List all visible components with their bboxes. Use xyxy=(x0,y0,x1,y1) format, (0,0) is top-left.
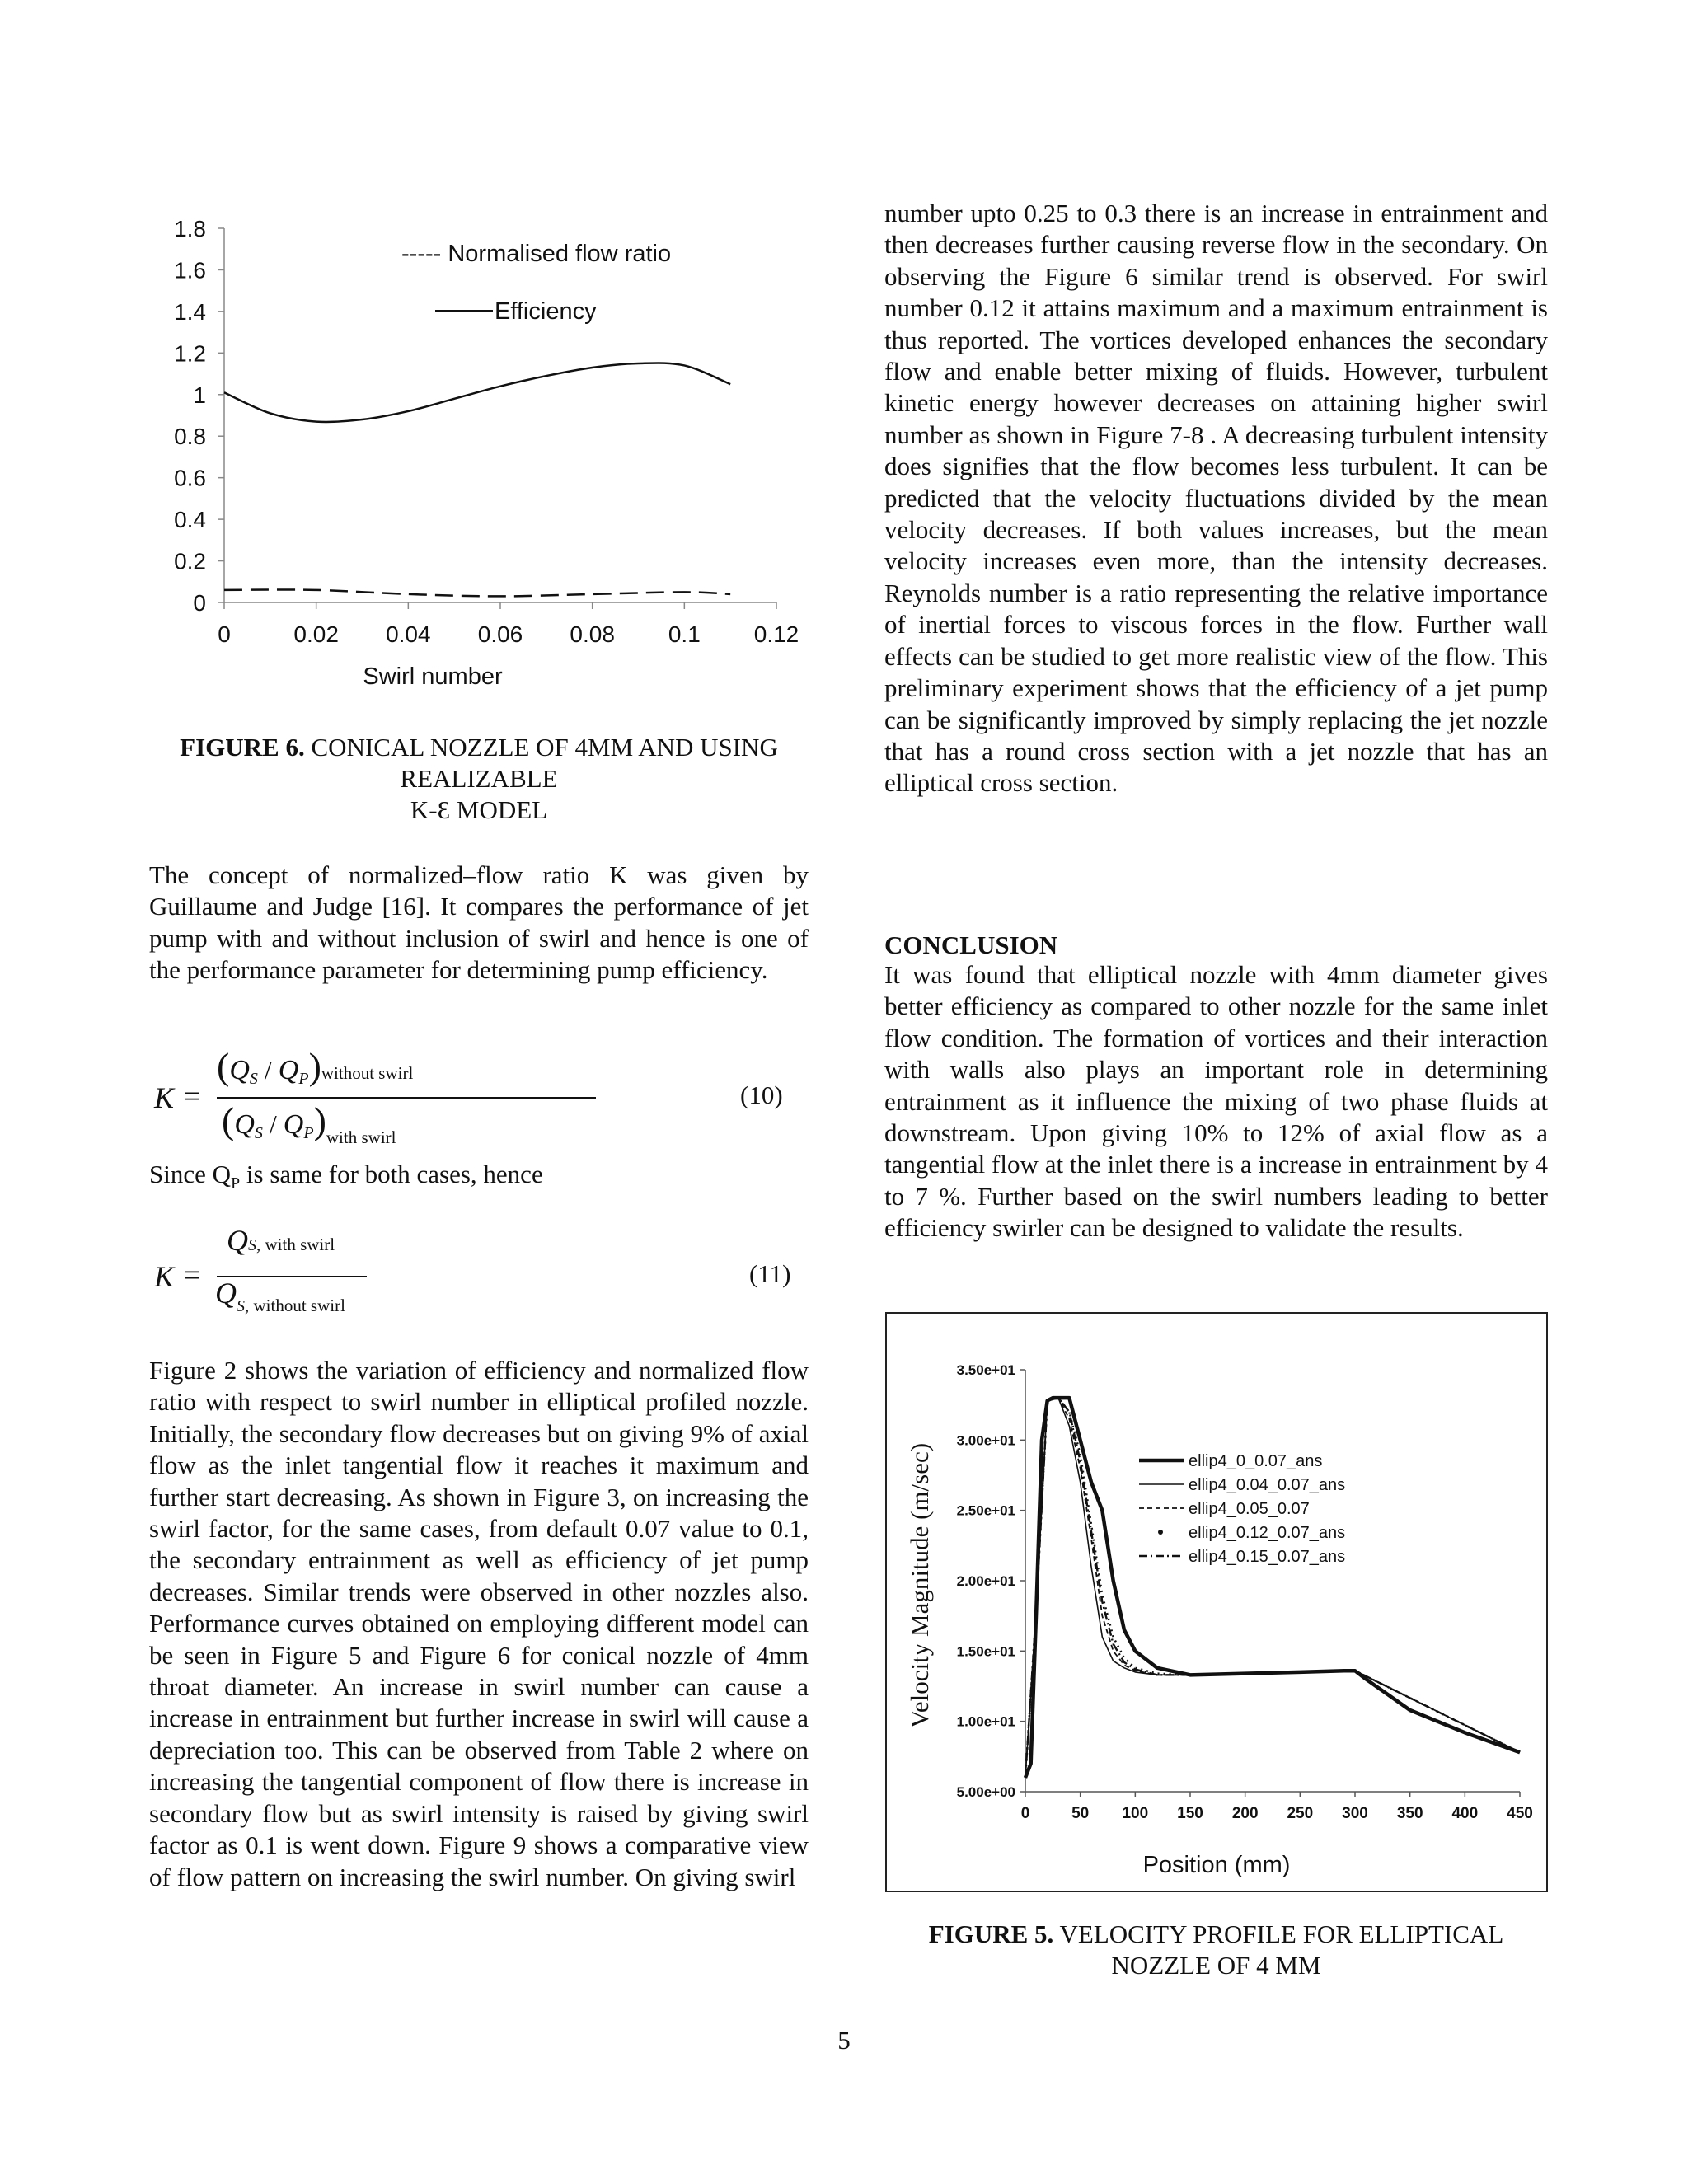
fig6-y-tick-label: 0.8 xyxy=(174,424,206,450)
fig5-y-tick-label: 2.50e+01 xyxy=(956,1502,1015,1519)
fig5-y-tick-label: 3.50e+01 xyxy=(956,1362,1015,1378)
fig6-y-tick-label: 1 xyxy=(193,382,206,408)
fig6-legend-eff: Efficiency xyxy=(495,298,597,325)
since-sub: P xyxy=(231,1174,241,1193)
fig6-x-tick-label: 0 xyxy=(218,621,231,647)
since-line xyxy=(149,1159,809,1200)
fig6-x-tick-label: 0.12 xyxy=(753,621,799,647)
fig5-x-tick-label: 100 xyxy=(1122,1805,1149,1822)
fig5-caption-label: FIGURE 5. xyxy=(928,1919,1054,1948)
fig5-legend-label: ellip4_0.12_0.07_ans xyxy=(1189,1524,1346,1542)
fig5-x-tick-label: 450 xyxy=(1507,1805,1533,1822)
right-paragraph-1: number upto 0.25 to 0.3 there is an increase in entrainment and then decreases further causing reverse flow in the secondary. On observing the Figure 6 similar trend is observed. For swirl number 0.12 it attains maximum and a maximum entrainment is thus reported. The vortices developed enhances the secondary flow and enable better mixing of fluids. However, turbulent kinetic energy however decreases on attaining higher swirl number as shown in Figure 7-8 . A decreasing turbulent intensity does signifies that the flow becomes less turbulent. It can be predicted that the velocity fluctuations divided by the mean velocity decreases. If both values increases, but the mean velocity increases even more, than the intensity decreases. Reynolds number is a ratio representing the relative importance of inertial forces to viscous forces in the flow. Further wall effects can be studied to get more realistic view of the flow. This preliminary experiment shows that the efficiency of a jet pump can be significantly improved by simply replacing the jet nozzle that has a round cross section with a jet nozzle that has an elliptical cross section. xyxy=(884,199,1548,798)
fig6-legend-flow: ----- Normalised flow ratio xyxy=(401,241,672,267)
fig5-x-tick-label: 250 xyxy=(1287,1805,1314,1822)
left-paragraph-1: The concept of normalized–flow ratio K was given by Guillaume and Judge [16]. It compares the performance of jet pump with and without inclusion of swirl and hence is one of the performance parameter for determining pump efficiency. xyxy=(149,860,809,985)
fig6-x-tick-label: 0.1 xyxy=(668,621,701,647)
fig5-y-tick-label: 1.00e+01 xyxy=(956,1713,1015,1730)
fig6-y-tick-label: 1.2 xyxy=(174,340,206,367)
fig6-x-tick-label: 0.02 xyxy=(293,621,339,647)
figure6-caption xyxy=(149,732,809,826)
fig5-legend-label: ellip4_0.05_0.07 xyxy=(1189,1500,1310,1518)
fig5-y-tick-label: 5.00e+00 xyxy=(956,1784,1015,1800)
fig6-caption-line2: REALIZABLE xyxy=(400,764,558,793)
since-pre: Since Q xyxy=(149,1160,232,1188)
fig5-legend-label: ellip4_0.15_0.07_ans xyxy=(1189,1548,1346,1566)
fig5-x-label: Position (mm) xyxy=(1142,1852,1291,1878)
figure6-chart xyxy=(148,210,808,705)
fig5-x-tick-label: 350 xyxy=(1396,1805,1423,1822)
fig6-x-tick-label: 0.06 xyxy=(477,621,523,647)
fig6-caption-text: CONICAL NOZZLE OF 4MM AND USING xyxy=(304,733,778,762)
fig5-y-tick-label: 1.50e+01 xyxy=(956,1643,1015,1660)
fig5-x-tick-label: 50 xyxy=(1071,1805,1090,1822)
fig6-y-tick-label: 1.4 xyxy=(174,298,206,325)
fig5-x-tick-label: 400 xyxy=(1451,1805,1479,1822)
fig5-legend-marker xyxy=(1158,1530,1163,1535)
fig5-x-tick-label: 300 xyxy=(1342,1805,1368,1822)
fig5-legend-label: ellip4_0.04_0.07_ans xyxy=(1189,1476,1346,1494)
since-post: is same for both cases, hence xyxy=(240,1160,543,1188)
eq11-label: (11) xyxy=(749,1259,791,1288)
eq11-num-sub: , with swirl xyxy=(256,1235,335,1254)
conclusion-heading: CONCLUSION xyxy=(884,930,1058,959)
fig6-series-efficiency xyxy=(224,363,730,422)
fig6-x-tick-label: 0.04 xyxy=(386,621,431,647)
figure5-caption xyxy=(884,1919,1548,1981)
fig5-caption-text: VELOCITY PROFILE FOR ELLIPTICAL xyxy=(1053,1919,1504,1948)
equation-11: K = QS, with swirl QS, without swirl (11) xyxy=(154,1224,791,1315)
fig6-y-tick-label: 1.8 xyxy=(174,216,206,241)
equation-10: K = (QS / QP)without swirl (QS / QP)with swirl (10) xyxy=(154,1045,783,1147)
eq11-den-sub: , without swirl xyxy=(245,1296,345,1315)
fig6-x-label: Swirl number xyxy=(363,663,503,690)
fig6-caption-label: FIGURE 6. xyxy=(180,733,305,762)
left-paragraph-2: Figure 2 shows the variation of efficiency and normalized flow ratio with respect to swirl number in elliptical profiled nozzle. Initially, the secondary flow decreases but on giving 9% of axial flow as the inlet tangential flow it reaches it maximum and further start decreasing. As shown in Figure 3, on increasing the swirl factor, for the same cases, from default 0.07 value to 0.1, the secondary entrainment as well as efficiency of jet pump decreases. Similar trends were observed in other nozzles also. Performance curves obtained on employing different model can be seen in Figure 5 and Figure 6 for conical nozzle of 4mm throat diameter. An increase in swirl number can cause a increase in entrainment but further increase in swirl will cause a depreciation too. This can be observed from Table 2 where on increasing the tangential component of flow there is increase in secondary flow but as swirl intensity is raised by giving swirl factor as 0.1 is went down. Figure 9 shows a comparative view of flow pattern on increasing the swirl number. On giving swirl xyxy=(149,1356,809,1891)
fig6-caption-line3: K-Ɛ MODEL xyxy=(410,795,548,824)
fig5-legend-label: ellip4_0_0.07_ans xyxy=(1189,1452,1323,1470)
conclusion-paragraph: It was found that elliptical nozzle with 4mm diameter gives better efficiency as compared to other nozzle for the same inlet flow condition. The formation of vortices and their interaction with walls also plays an important role in determining entrainment as it influence the mixing of two phase fluids at downstream. Upon giving 10% to 12% of axial flow as a tangential flow at the inlet there is a increase in entrainment by 4 to 7 %. Further based on the swirl numbers leading to better efficiency swirler can be designed to validate the results. xyxy=(884,960,1548,1243)
fig6-y-tick-label: 0 xyxy=(193,590,206,616)
eq10-den-sub: with swirl xyxy=(326,1127,396,1147)
fig5-y-label: Velocity Magnitude (m/sec) xyxy=(905,1442,934,1729)
fig5-x-tick-label: 150 xyxy=(1177,1805,1203,1822)
fig5-caption-line2: NOZZLE OF 4 MM xyxy=(1111,1951,1321,1980)
fig6-y-tick-label: 0.4 xyxy=(174,507,206,533)
figure5-chart xyxy=(887,1314,1546,1891)
figure5-frame xyxy=(885,1312,1548,1892)
fig6-y-tick-label: 0.2 xyxy=(174,548,206,574)
fig6-x-tick-label: 0.08 xyxy=(570,621,615,647)
fig6-y-tick-label: 1.6 xyxy=(174,257,206,284)
fig5-x-tick-label: 200 xyxy=(1231,1805,1259,1822)
fig6-y-tick-label: 0.6 xyxy=(174,465,206,491)
fig5-y-tick-label: 3.00e+01 xyxy=(956,1432,1015,1449)
fig5-y-tick-label: 2.00e+01 xyxy=(956,1573,1015,1589)
eq10-label: (10) xyxy=(740,1080,783,1109)
page-number: 5 xyxy=(837,2026,851,2055)
fig6-series-normalised-flow-ratio xyxy=(224,589,730,596)
fig5-x-tick-label: 0 xyxy=(1020,1805,1030,1822)
eq10-num-sub: without swirl xyxy=(321,1063,414,1083)
